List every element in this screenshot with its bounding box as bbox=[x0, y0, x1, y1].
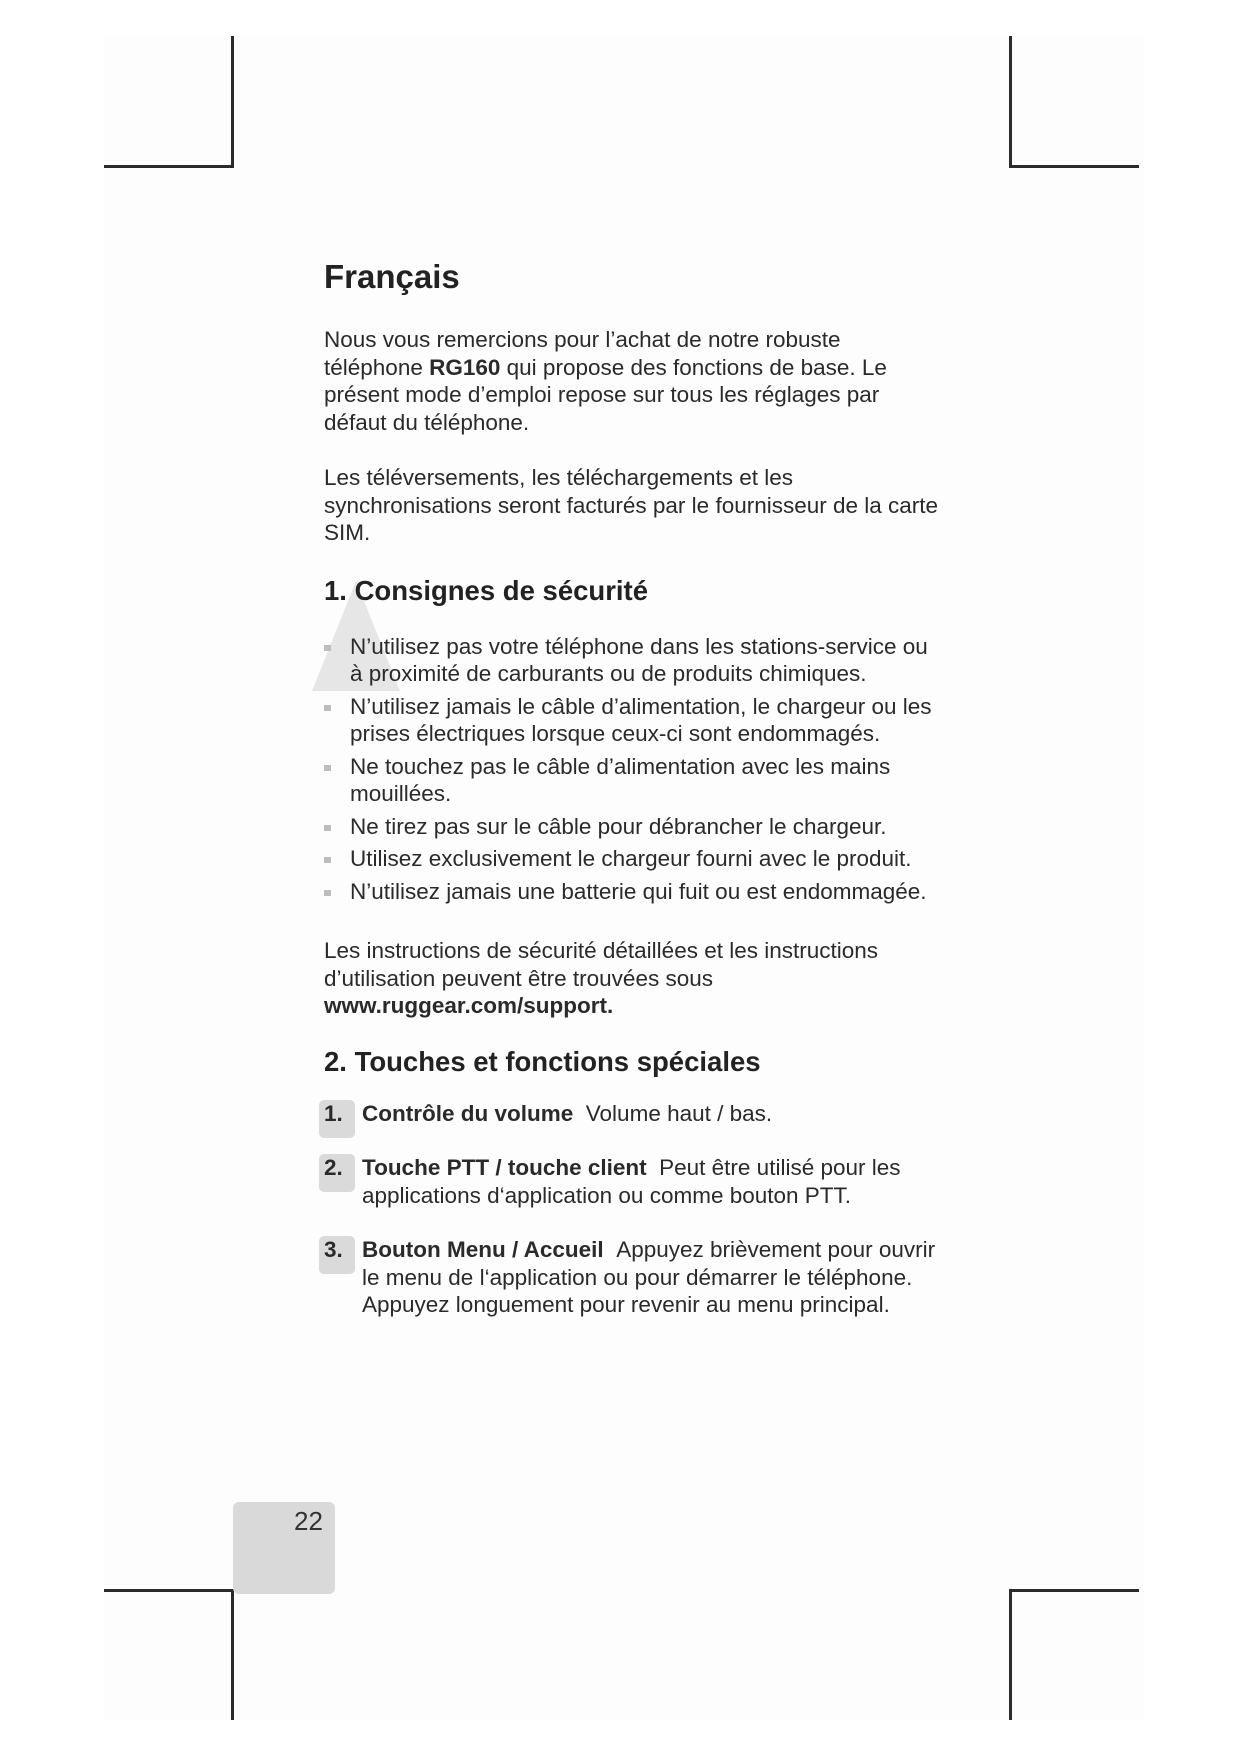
key-description: Peut être utilisé pour les applications d‘application ou comme bouton PTT. bbox=[362, 1155, 901, 1208]
list-item: N’utilisez jamais une batterie qui fuit ou est endommagée. bbox=[324, 878, 944, 906]
list-item: N’utilisez jamais le câble d’alimentation, le chargeur ou les prises électriques lorsque ceux-ci sont endommagés. bbox=[324, 693, 944, 748]
support-paragraph: Les instructions de sécurité détaillées et les instructions d’utilisation peuvent être trouvées sous www.ruggear.com/support. bbox=[324, 938, 879, 1018]
crop-mark-top-left-v bbox=[231, 36, 234, 167]
bullet-icon bbox=[324, 857, 331, 863]
section-title-safety: 1. Consignes de sécurité bbox=[324, 574, 648, 606]
intro-paragraph: Nous vous remercions pour l’achat de notre robuste téléphone RG160 qui propose des fonctions de base. Le présent mode d’emploi repose sur tous les réglages par défaut du téléphone. bbox=[324, 327, 887, 435]
key-description: Appuyez brièvement pour ouvrir le menu de l‘application ou pour démarrer le téléphone. Appuyez longuement pour revenir au menu principal. bbox=[362, 1237, 936, 1317]
list-item: Utilisez exclusivement le chargeur fourni avec le produit. bbox=[324, 845, 944, 873]
crop-mark-top-left-h bbox=[104, 165, 234, 168]
model-name: RG160 bbox=[429, 354, 501, 380]
billing-paragraph: Les téléversements, les téléchargements et les synchronisations seront facturés par le fournisseur de la carte SIM. bbox=[324, 465, 939, 545]
safety-section bbox=[324, 575, 944, 906]
list-item: Ne tirez pas sur le câble pour débrancher le chargeur. bbox=[324, 813, 944, 841]
page-number: 22 bbox=[294, 1506, 323, 1536]
key-name: Contrôle du volume bbox=[362, 1100, 574, 1126]
bullet-icon bbox=[324, 825, 331, 831]
key-item-volume: 1. Contrôle du volume Volume haut / bas. bbox=[324, 1100, 944, 1128]
page-title: Français bbox=[324, 258, 460, 295]
crop-mark-top-right-h bbox=[1009, 165, 1139, 168]
keys-list bbox=[324, 1100, 944, 1319]
crop-mark-bottom-left-h bbox=[104, 1589, 234, 1592]
crop-mark-top-right-v bbox=[1009, 36, 1012, 167]
key-name: Touche PTT / touche client bbox=[362, 1155, 647, 1180]
support-link[interactable]: www.ruggear.com/support bbox=[324, 993, 607, 1018]
key-item-menu: 3. Bouton Menu / Accueil Appuyez brièvement pour ouvrir le menu de l‘application ou pour démarrer le téléphone. Appuyez longuement pour revenir au menu principal. bbox=[324, 1236, 944, 1319]
bullet-icon bbox=[324, 765, 331, 771]
bullet-icon bbox=[324, 645, 331, 651]
list-item: N’utilisez pas votre téléphone dans les stations-service ou à proximité de carburants ou de produits chimiques. bbox=[324, 633, 944, 688]
key-description: Volume haut / bas. bbox=[585, 1100, 773, 1126]
section-title-keys: 2. Touches et fonctions spéciales bbox=[324, 1045, 761, 1077]
crop-mark-bottom-right-v bbox=[1009, 1589, 1012, 1720]
bullet-icon bbox=[324, 890, 331, 896]
list-item: Ne touchez pas le câble d’alimentation avec les mains mouillées. bbox=[324, 753, 944, 808]
key-name: Bouton Menu / Accueil bbox=[362, 1237, 604, 1262]
crop-mark-bottom-left-v bbox=[231, 1589, 234, 1720]
page-content bbox=[324, 258, 944, 1346]
key-item-ptt: 2. Touche PTT / touche client Peut être utilisé pour les applications d‘application ou comme bouton PTT. bbox=[324, 1154, 944, 1209]
bullet-icon bbox=[324, 705, 331, 711]
safety-list bbox=[324, 633, 944, 906]
crop-mark-bottom-right-h bbox=[1009, 1589, 1139, 1592]
